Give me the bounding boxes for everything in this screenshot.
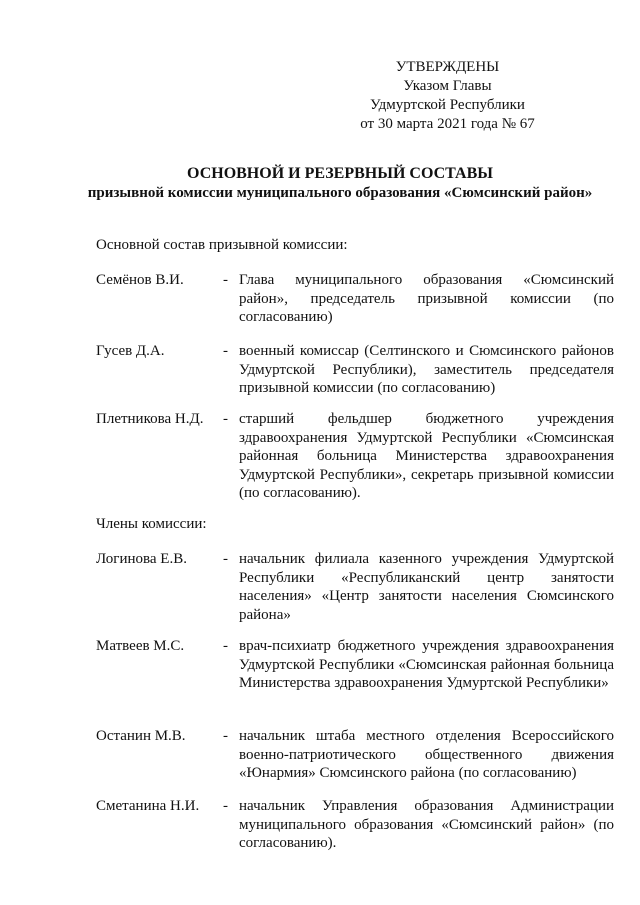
member-role: старший фельдшер бюджетного учреждения здравоохранения Удмуртской Республики «Сюмсинская районная больница Министерства здравоохранения Удмуртской Республики», секретарь призывной комиссии (по согласованию). [239,411,614,501]
member-name: Останин М.В. [96,728,186,744]
approval-line-republic: Удмуртской Республики [370,97,525,113]
document-title-block [60,164,620,203]
member-entry [96,797,616,853]
member-role: Глава муниципального образования «Сюмсинский район», председатель призывной комиссии (по согласованию) [239,272,614,325]
member-name: Сметанина Н.И. [96,798,200,814]
member-role: начальник штаба местного отделения Всероссийского военно-патриотического общественного движения «Юнармия» Сюмсинского района (по согласованию) [239,728,614,781]
member-entry [96,727,616,783]
commission-members-heading: Члены комиссии: [96,516,207,532]
member-role: начальник филиала казенного учреждения Удмуртской Республики «Республиканский центр занятости населения» «Центр занятости населения Сюмсинского района» [239,551,614,623]
main-composition-heading: Основной состав призывной комиссии: [96,237,348,253]
member-dash: - [223,272,228,288]
document-title: ОСНОВНОЙ И РЕЗЕРВНЫЙ СОСТАВЫ [187,165,493,182]
member-dash: - [223,638,228,654]
member-name: Семёнов В.И. [96,272,184,288]
member-dash: - [223,728,228,744]
member-name: Матвеев М.С. [96,638,185,654]
member-dash: - [223,411,228,427]
member-entry [96,410,616,503]
member-role: военный комиссар (Селтинского и Сюмсинского районов Удмуртской Республики), заместитель председателя призывной комиссии (по согласованию) [239,343,614,396]
member-role: врач-психиатр бюджетного учреждения здравоохранения Удмуртской Республики «Сюмсинская районная больница Министерства здравоохранения Удмуртской Республики» [239,638,614,691]
approval-line-decree: Указом Главы [403,78,492,94]
member-entry [96,271,616,327]
member-entry [96,342,616,398]
member-dash: - [223,551,228,567]
approval-stamp-block [330,58,565,134]
member-dash: - [223,343,228,359]
document-subtitle: призывной комиссии муниципального образования «Сюмсинский район» [87,185,593,201]
member-role: начальник Управления образования Администрации муниципального образования «Сюмсинский район» (по согласованию). [239,798,614,851]
member-dash: - [223,798,228,814]
approval-line-date: от 30 марта 2021 года № 67 [360,116,535,132]
member-entry [96,637,616,693]
approval-line-approved: УТВЕРЖДЕНЫ [395,59,500,75]
member-name: Плетникова Н.Д. [96,411,204,427]
member-name: Логинова Е.В. [96,551,187,567]
member-entry [96,550,616,624]
member-name: Гусев Д.А. [96,343,165,359]
